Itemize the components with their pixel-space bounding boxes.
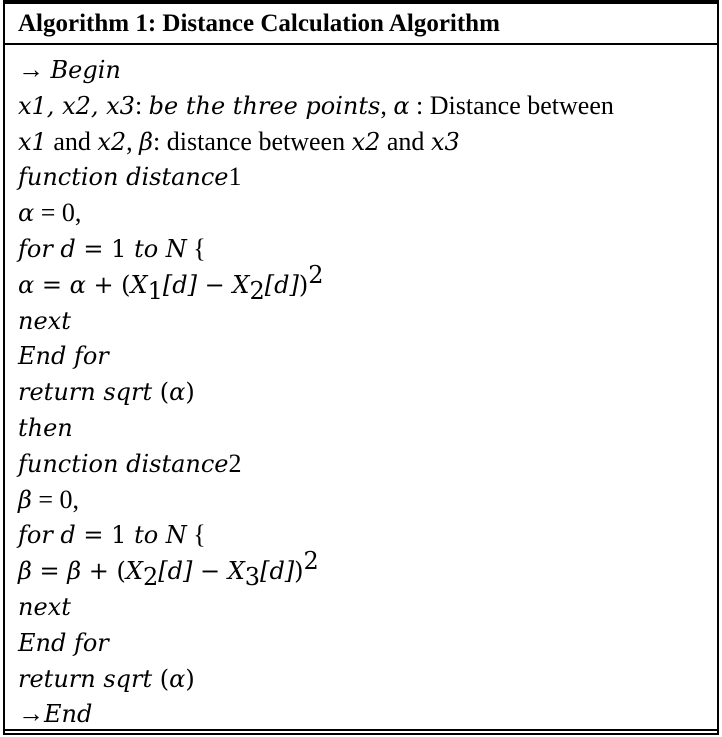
superscript: 2: [308, 260, 324, 289]
plain-text: : Distance between: [409, 90, 614, 120]
line-text: End: [44, 700, 93, 729]
math-text: (: [152, 378, 170, 407]
line-end: [18, 696, 718, 732]
math-text: to N: [134, 234, 187, 263]
top-rule: [3, 0, 719, 4]
math-text: return sqrt: [18, 664, 153, 693]
subscript: 3: [244, 563, 261, 592]
math-text: β: [139, 127, 154, 156]
line-function-1: [18, 159, 718, 195]
superscript: 2: [303, 547, 319, 576]
left-border: [3, 0, 5, 735]
line-beta-update: [18, 547, 718, 592]
math-text: ): [298, 270, 309, 299]
line-endfor-2: [18, 625, 718, 661]
line-for-1: [18, 231, 718, 267]
line-next-1: [18, 303, 718, 339]
math-text: ): [185, 378, 195, 407]
plain-text: {: [186, 520, 206, 550]
math-text: [d]: [264, 270, 299, 299]
math-text: [d]: [260, 557, 295, 586]
math-text: X: [232, 270, 250, 299]
math-text: =: [34, 270, 70, 299]
math-text: function distance: [18, 449, 229, 478]
plain-text: : distance between: [153, 126, 352, 156]
math-text: for d: [18, 234, 76, 263]
line-beta-init: [18, 482, 718, 518]
plain-text: and: [380, 126, 431, 156]
math-text: End for: [18, 342, 109, 371]
line-begin: [18, 52, 718, 88]
math-text: for d: [18, 521, 76, 550]
line-function-2: [18, 446, 718, 482]
math-text: + (: [85, 270, 131, 299]
arrow-icon: →: [18, 699, 44, 729]
line-for-2: [18, 517, 718, 553]
math-text: ): [185, 664, 195, 693]
plain-text: and: [46, 126, 98, 156]
math-text: β: [18, 557, 32, 586]
math-text: x1: [18, 127, 47, 156]
algorithm-title: Algorithm 1: Distance Calculation Algorithm: [18, 10, 500, 37]
math-text: x2: [97, 127, 127, 156]
plain-text: = 0,: [31, 484, 80, 514]
math-text: [d]: [162, 270, 198, 299]
line-endfor-1: [18, 338, 718, 374]
algorithm-body: [18, 52, 718, 732]
math-text: x1, x2, x3: [18, 91, 135, 120]
math-text: α: [169, 664, 186, 693]
math-text: next: [18, 306, 71, 335]
math-text: = 1: [75, 521, 135, 550]
title-rule: [3, 43, 719, 45]
plain-text: 1: [228, 162, 242, 192]
line-next-2: [18, 589, 718, 625]
math-text: to N: [134, 521, 187, 550]
line-return-1: [18, 374, 718, 410]
math-text: ): [294, 557, 304, 586]
math-text: α: [18, 270, 35, 299]
math-text: = 1: [75, 234, 135, 263]
math-text: α: [69, 270, 86, 299]
math-text: α: [393, 91, 410, 120]
line-then: [18, 410, 718, 446]
math-text: α: [18, 199, 35, 228]
math-text: −: [192, 557, 228, 586]
arrow-icon: →: [18, 55, 44, 84]
line-text: Begin: [50, 56, 121, 84]
plain-text: 2: [228, 448, 242, 478]
line-definitions-1: [18, 88, 718, 124]
math-text: β: [67, 557, 82, 586]
math-text: −: [197, 270, 233, 299]
plain-text: ,: [380, 90, 394, 120]
math-text: (: [152, 664, 170, 693]
line-alpha-init: [18, 195, 718, 231]
subscript: 2: [142, 563, 159, 592]
subscript: 1: [147, 276, 163, 305]
math-text: =: [31, 557, 68, 586]
math-text: β: [18, 485, 32, 514]
plain-text: :: [134, 90, 149, 120]
math-text: x3: [430, 127, 460, 156]
line-definitions-2: [18, 124, 718, 160]
math-text: α: [169, 378, 186, 407]
math-text: X: [130, 270, 148, 299]
line-return-2: [18, 661, 718, 697]
math-text: function distance: [18, 163, 229, 192]
math-text: return sqrt: [18, 378, 153, 407]
bottom-rule-1: [3, 729, 719, 731]
plain-text: {: [186, 233, 206, 263]
math-text: next: [18, 592, 71, 621]
plain-text: ,: [126, 126, 140, 156]
math-text: End for: [18, 628, 109, 657]
math-text: then: [18, 413, 73, 442]
subscript: 2: [249, 276, 265, 305]
math-text: x2: [351, 127, 381, 156]
line-alpha-update: [18, 260, 718, 305]
math-text: X: [125, 557, 143, 586]
bottom-rule-2: [3, 733, 719, 735]
plain-text: = 0,: [34, 198, 82, 228]
math-text: [d]: [158, 557, 193, 586]
math-text: + (: [81, 557, 126, 586]
math-text: be the three points: [148, 91, 381, 120]
math-text: X: [227, 557, 245, 586]
